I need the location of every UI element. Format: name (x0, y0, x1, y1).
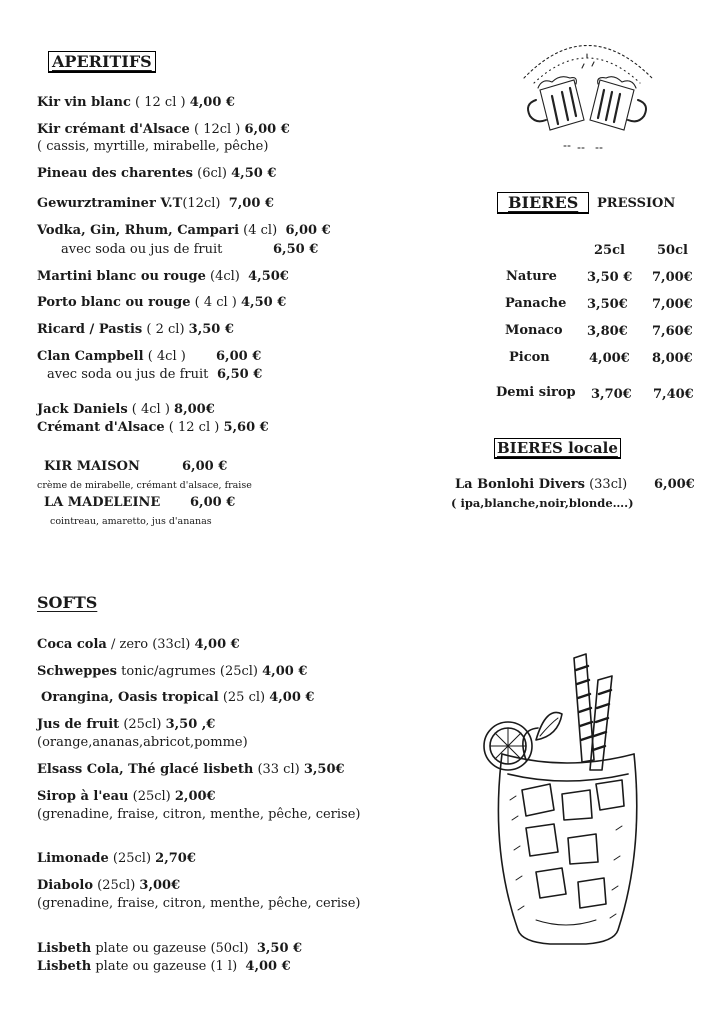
biere-price-25: 3,70€ (591, 387, 632, 402)
biere-locale-note: ( ipa,blanche,noir,blonde….) (451, 496, 634, 510)
biere-price-25: 3,80€ (587, 324, 628, 339)
bieres-heading: BIERES (497, 193, 589, 213)
soft-item: Limonade (25cl) 2,70€ (37, 851, 196, 866)
soft-note: (grenadine, fraise, citron, menthe, pêche, cerise) (37, 896, 361, 911)
biere-locale-item: La Bonlohi Divers (33cl) (455, 477, 628, 492)
biere-price-25: 3,50€ (587, 297, 628, 312)
kir-maison-name: KIR MAISON (44, 459, 140, 474)
aperitif-item: Martini blanc ou rouge (4cl) 4,50€ (37, 269, 289, 284)
biere-price-50: 7,00€ (652, 270, 693, 285)
biere-name: Demi sirop (496, 385, 576, 400)
soft-item: Lisbeth plate ou gazeuse (50cl) 3,50 € (37, 941, 303, 956)
madeleine-name: LA MADELEINE (44, 495, 161, 510)
beer-mugs-illustration (512, 28, 662, 156)
aperitif-item: Ricard / Pastis ( 2 cl) 3,50 € (37, 322, 234, 337)
kir-maison-note: crème de mirabelle, crémant d'alsace, fraise (37, 480, 252, 491)
biere-name: Panache (505, 296, 567, 311)
aperitif-item: Kir crémant d'Alsace ( 12cl ) 6,00 € (37, 122, 290, 137)
soft-item: Schweppes tonic/agrumes (25cl) 4,00 € (37, 664, 308, 679)
aperitif-price: 6,00 € (216, 349, 262, 364)
soft-note: (grenadine, fraise, citron, menthe, pêche, cerise) (37, 807, 361, 822)
biere-name: Picon (509, 350, 550, 365)
soft-item: Sirop à l'eau (25cl) 2,00€ (37, 789, 216, 804)
aperitifs-heading: APERITIFS (48, 52, 156, 72)
biere-name: Monaco (505, 323, 563, 338)
aperitif-item: Clan Campbell ( 4cl ) (37, 349, 186, 364)
biere-price-25: 4,00€ (589, 351, 630, 366)
soft-item: Jus de fruit (25cl) 3,50 ,€ (37, 717, 216, 732)
aperitif-item: Gewurztraminer V.T(12cl) 7,00 € (37, 196, 274, 211)
madeleine-price: 6,00 € (190, 495, 236, 510)
softs-heading: SOFTS (37, 593, 98, 612)
bieres-subtitle: PRESSION (597, 196, 676, 211)
aperitif-item: Kir vin blanc ( 12 cl ) 4,00 € (37, 95, 235, 110)
aperitif-item: Crémant d'Alsace ( 12 cl ) 5,60 € (37, 420, 269, 435)
aperitif-note: avec soda ou jus de fruit (47, 367, 209, 382)
madeleine-note: cointreau, amaretto, jus d'ananas (50, 516, 212, 527)
aperitif-item: Pineau des charentes (6cl) 4,50 € (37, 166, 277, 181)
biere-locale-price: 6,00€ (654, 477, 695, 492)
cocktail-glass-illustration (466, 650, 646, 950)
aperitif-item: Vodka, Gin, Rhum, Campari (4 cl) 6,00 € (37, 223, 331, 238)
kir-maison-price: 6,00 € (182, 459, 228, 474)
aperitif-item: Jack Daniels ( 4cl ) 8,00€ (37, 402, 215, 417)
soft-item: Orangina, Oasis tropical (25 cl) 4,00 € (41, 690, 315, 705)
biere-price-50: 7,00€ (652, 297, 693, 312)
soft-item: Lisbeth plate ou gazeuse (1 l) 4,00 € (37, 959, 291, 974)
biere-price-25: 3,50 € (587, 270, 633, 285)
aperitif-note-price: 6,50 € (273, 242, 319, 257)
soft-note: (orange,ananas,abricot,pomme) (37, 735, 248, 750)
biere-price-50: 7,60€ (652, 324, 693, 339)
bieres-locale-heading: BIERES locale (494, 438, 621, 458)
aperitif-note: ( cassis, myrtille, mirabelle, pêche) (37, 139, 269, 154)
aperitif-item: Porto blanc ou rouge ( 4 cl ) 4,50 € (37, 295, 287, 310)
soft-item: Diabolo (25cl) 3,00€ (37, 878, 181, 893)
biere-price-50: 7,40€ (653, 387, 694, 402)
soft-item: Coca cola / zero (33cl) 4,00 € (37, 637, 240, 652)
bieres-col-50: 50cl (657, 243, 688, 258)
bieres-col-25: 25cl (594, 243, 625, 258)
biere-name: Nature (506, 269, 557, 284)
biere-price-50: 8,00€ (652, 351, 693, 366)
aperitif-note-price: 6,50 € (217, 367, 263, 382)
soft-item: Elsass Cola, Thé glacé lisbeth (33 cl) 3,50€ (37, 762, 345, 777)
aperitif-note: avec soda ou jus de fruit (61, 242, 223, 257)
